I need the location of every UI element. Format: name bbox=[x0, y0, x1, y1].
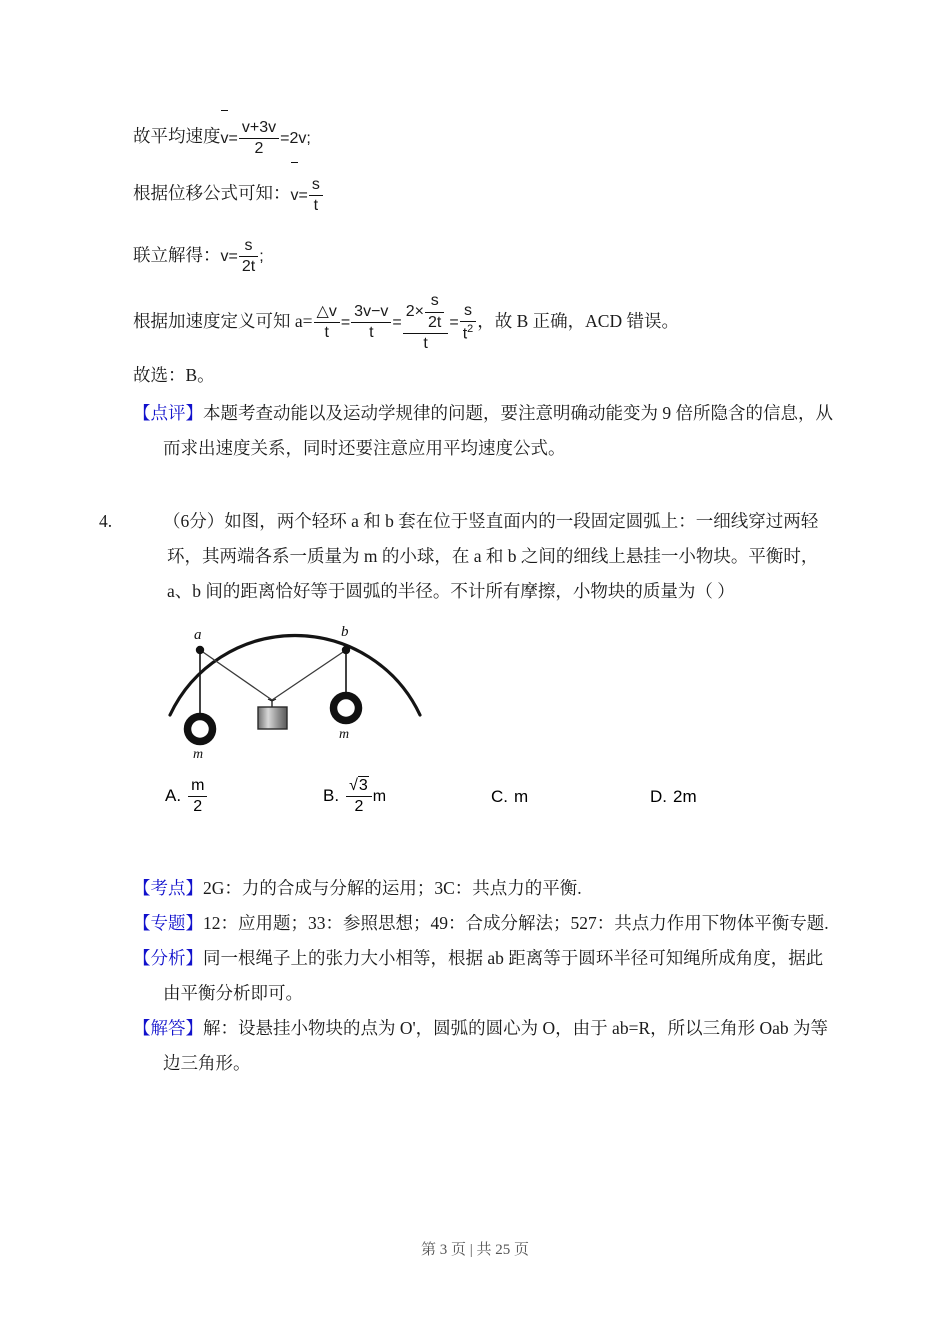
ring-b-node bbox=[342, 646, 350, 654]
physics-diagram bbox=[148, 617, 448, 767]
combined-prefix: 联立解得： bbox=[133, 245, 221, 265]
kaodian-block bbox=[133, 871, 833, 906]
fraction-s-over-t-squared: $\frac{s}{t^2}$ bbox=[460, 302, 477, 344]
displacement-prefix: 根据位移公式可知： bbox=[133, 183, 291, 203]
avg-velocity-formula: v= $\frac{v+3v}{2}$ =2v; bbox=[221, 111, 311, 165]
question-number: 4. bbox=[99, 511, 113, 531]
option-a-label: A. bbox=[165, 786, 182, 806]
ball-right bbox=[334, 696, 359, 721]
label-m-right: m bbox=[339, 727, 350, 742]
fraction-v-plus-3v-over-2: $\frac{v+3v}{2}$ bbox=[239, 119, 279, 159]
fixed-arc bbox=[170, 635, 420, 715]
comment-text: 本题考查动能以及运动学规律的问题，要注意明确动能变为 9 倍所隐含的信息，从而求出速度关系，同时还要注意应用平均速度公式。 bbox=[163, 403, 833, 458]
option-b-suffix: m bbox=[372, 788, 387, 806]
option-a[interactable] bbox=[165, 777, 208, 817]
option-d-label: D. bbox=[650, 787, 667, 806]
option-d-value: 2m bbox=[673, 787, 697, 806]
fraction-compound: 2× $\frac{s}{2t}$ t bbox=[403, 292, 449, 353]
kaodian-text: 2G：力的合成与分解的运用；3C：共点力的平衡. bbox=[203, 878, 582, 898]
fenxi-text: 同一根绳子上的张力大小相等，根据 ab 距离等于圆环半径可知绳所成角度，据此由平衡分析即可。 bbox=[163, 948, 824, 1003]
t-squared: $t^2$ bbox=[462, 323, 474, 343]
jieda-label: 【解答】 bbox=[133, 1018, 203, 1038]
fraction-sqrt3-over-2: $\frac{√3}{2}$ bbox=[346, 777, 372, 817]
fraction-s-over-2t: $\frac{s}{2t}$ bbox=[239, 237, 258, 277]
jieda-block bbox=[133, 1011, 833, 1081]
option-b[interactable] bbox=[323, 777, 386, 817]
option-b-label: B. bbox=[323, 786, 340, 806]
comment-label: 【点评】 bbox=[133, 403, 203, 423]
solution-line-displacement bbox=[133, 162, 833, 224]
solution-answer-line: 故选：B。 bbox=[133, 365, 215, 385]
fraction-compound-numerator: 2× $\frac{s}{2t}$ bbox=[403, 292, 449, 334]
page-footer: 第 3 页 | 共 25 页 bbox=[420, 1242, 529, 1258]
fraction-3v-minus-v-over-t: $\frac{3v-v}{t}$ bbox=[351, 303, 391, 343]
fenxi-label: 【分析】 bbox=[133, 948, 203, 968]
fraction-m-over-2: $\frac{m}{2}$ bbox=[188, 777, 207, 817]
comment-block bbox=[133, 396, 833, 466]
solution-line-combined bbox=[133, 224, 833, 286]
jieda-text: 解：设悬挂小物块的点为 O'，圆弧的圆心为 O，由于 ab=R，所以三角形 Oab 为等边三角形。 bbox=[163, 1018, 829, 1073]
label-m-left: m bbox=[193, 747, 204, 762]
sqrt-3: √3 bbox=[346, 777, 372, 797]
fraction-s-over-2t-inner: $\frac{s}{2t}$ bbox=[425, 292, 444, 332]
solution-line-acceleration bbox=[133, 286, 833, 356]
acceleration-prefix: 根据加速度定义可知 a= bbox=[133, 311, 313, 331]
option-a-value bbox=[187, 777, 208, 817]
page-content bbox=[99, 0, 833, 1081]
question-points: （6分） bbox=[163, 511, 225, 531]
option-c-value: m bbox=[514, 787, 529, 806]
ring-a-node bbox=[196, 646, 204, 654]
hanging-block bbox=[258, 707, 287, 729]
solution-line-avg-velocity bbox=[133, 110, 833, 162]
v-bar-symbol-2: v bbox=[291, 163, 299, 227]
string-a-to-block bbox=[200, 650, 272, 700]
v-bar-symbol: v bbox=[221, 111, 229, 165]
acceleration-suffix: ，故 B 正确，ACD 错误。 bbox=[477, 311, 679, 331]
combined-formula: v= $\frac{s}{2t}$ ; bbox=[220, 236, 264, 276]
avg-velocity-prefix: 故平均速度 bbox=[133, 126, 221, 146]
acceleration-formula: $\frac{\triangle v}{t}$ = $\frac{3v-v}{t}$ = 2× $\frac{s}{2t}$ t = $\frac{s}{t^2}$ bbox=[313, 288, 478, 358]
fenxi-block bbox=[133, 941, 833, 1011]
option-b-value bbox=[345, 777, 386, 817]
displacement-formula: v= $\frac{s}{t}$ bbox=[291, 163, 324, 227]
answer-options bbox=[133, 775, 833, 821]
option-c-label: C. bbox=[491, 787, 508, 806]
zhuanti-label: 【专题】 bbox=[133, 913, 203, 933]
ball-left bbox=[188, 717, 213, 742]
question-4 bbox=[99, 504, 833, 609]
label-a: a bbox=[194, 627, 202, 643]
fraction-delta-v-over-t: $\frac{\triangle v}{t}$ bbox=[314, 303, 340, 343]
option-d[interactable] bbox=[650, 787, 697, 807]
zhuanti-block bbox=[133, 906, 833, 941]
question-stem: 如图，两个轻环 a 和 b 套在位于竖直面内的一段固定圆弧上：一细线穿过两轻环，其两端各系一质量为 m 的小球，在 a 和 b 之间的细线上悬挂一小物块。平衡时，a、b 间的距离恰好等于圆弧的半径。不计所有摩擦，小物块的质量为（ ） bbox=[167, 511, 819, 601]
option-c[interactable] bbox=[491, 787, 528, 807]
kaodian-label: 【考点】 bbox=[133, 878, 203, 898]
zhuanti-text: 12：应用题；33：参照思想；49：合成分解法；527：共点力作用下物体平衡专题. bbox=[203, 913, 829, 933]
string-b-to-block bbox=[272, 650, 346, 700]
label-b: b bbox=[341, 624, 349, 640]
fraction-s-over-t: $\frac{s}{t}$ bbox=[309, 176, 323, 216]
